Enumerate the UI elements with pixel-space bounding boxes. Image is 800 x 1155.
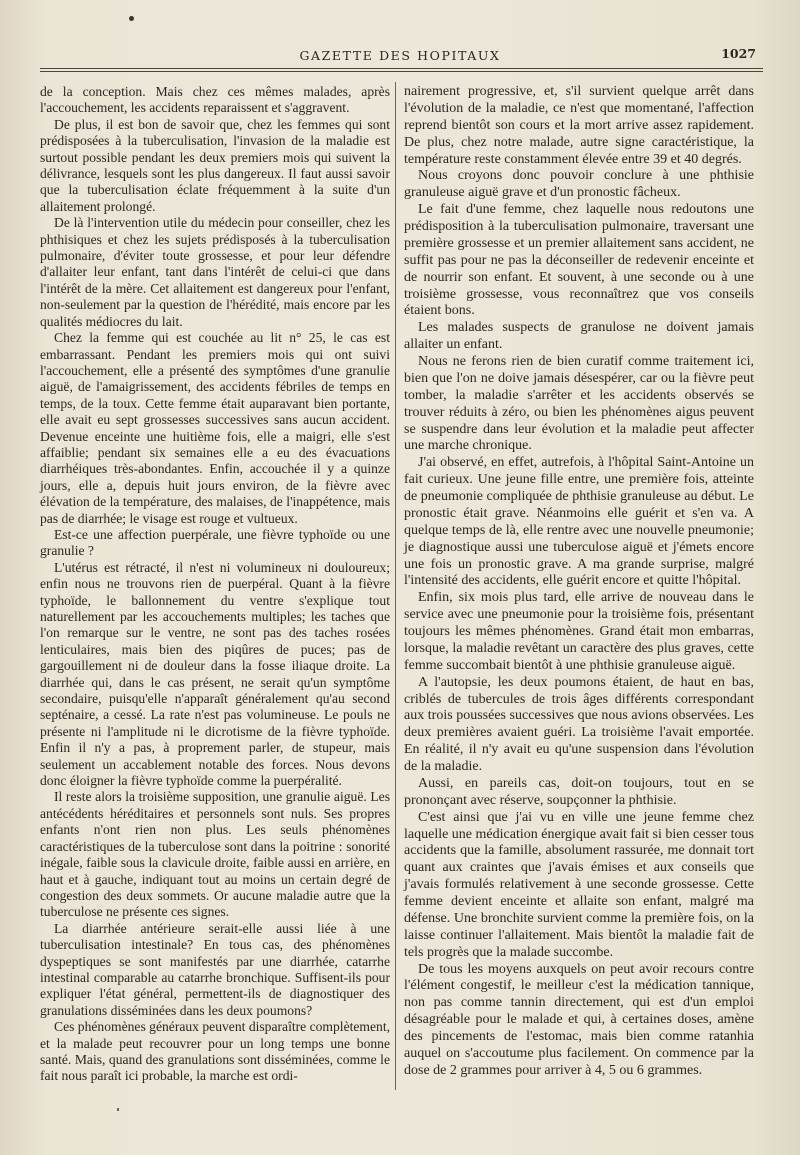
paragraph: L'utérus est rétracté, il n'est ni volumineux ni douloureux; enfin nous ne trouvons rien de puerpéral. Quant à la fièvre typhoïde, le ballonnement du ventre s'explique tout naturellement par les accouchements multiples; les taches que l'on remarque sur le ventre, ne sont pas des taches rosées lenticulaires, mais bien des piqûres de puces; pas de gargouillement ni de douleur dans la fosse iliaque droite. La diarrhée qui, dans le cas présent, ne serait qu'un symptôme secondaire, puisqu'elle n'apparaît généralement qu'au second septénaire, a cessé. La rate n'est pas volumineuse. Le pouls ne présente ni l'amplitude ni le dicrotisme de la fièvre typhoïde. Enfin il n'y a pas, à proprement parler, de stupeur, mais seulement un accablement notable des forces. Nous devons donc éloigner la fièvre typhoïde comme la puerpéralité. <box>40 559 390 789</box>
paragraph: Il reste alors la troisième supposition, une granulie aiguë. Les antécédents héréditaires et personnels sont nuls. Ses propres enfants n'ont rien non plus. Les seuls phénomènes caractéristiques de la tuberculose sont dans la poitrine : sonorité inégale, faible sous la clavicule droite, faible aussi en arrière, en haut et à gauche, indiquant tout au moins un certain degré de congestion des deux sommets. Or aucune maladie autre que la tuberculose ne présente ces signes. <box>40 789 390 920</box>
paragraph: La diarrhée antérieure serait-elle aussi liée à une tuberculisation intestinale? En tous cas, des phénomènes dyspeptiques se sont manifestés par une diarrhée, catarrhe intestinal comparable au catarrhe bronchique. Suffisent-ils pour expliquer l'état général, permettent-ils de diagnostiquer des granulations disséminées dans les deux poumons? <box>40 920 390 1018</box>
paragraph: De tous les moyens auxquels on peut avoir recours contre l'élément congestif, le meilleur c'est la médication tannique, non pas comme tannin directement, qui est d'un emploi désagréable pour le malade et qui, à certaines doses, amène des pincements de l'estomac, mais bien comme ratanhia auquel on s'accoutume plus facilement. On commence par la dose de 2 grammes pour arriver à 4, 5 ou 6 grammes. <box>404 961 754 1078</box>
page-header <box>0 46 800 66</box>
column-divider <box>395 82 396 1090</box>
ink-speck <box>117 1108 119 1111</box>
paragraph: A l'autopsie, les deux poumons étaient, de haut en bas, criblés de tubercules de trois âges différents correspondant aux trois poussées successives que nous avions observées. Les deux premières avaient guéri. La troisième l'avait emportée. En réalité, il n'y avait eu qu'une suspension dans l'évolution de la maladie. <box>404 674 754 774</box>
header-rule-bottom <box>40 71 763 72</box>
right-column <box>404 84 754 1080</box>
paragraph: Est-ce une affection puerpérale, une fièvre typhoïde ou une granulie ? <box>40 526 390 559</box>
paragraph: Aussi, en pareils cas, doit-on toujours, tout en se prononçant avec réserve, soupçonner la phthisie. <box>404 775 754 808</box>
paragraph: Enfin, six mois plus tard, elle arrive de nouveau dans le service avec une pneumonie pour la troisième fois, présentant toujours les mêmes phénomènes. Grand était mon embarras, lorsque, la maladie revêtant un caractère des plus graves, cette femme succombait bientôt à une phthisie granuleuse aiguë. <box>404 590 754 673</box>
paragraph: C'est ainsi que j'ai vu en ville une jeune femme chez laquelle une médication énergique avait fait si bien cesser tous accidents que la famille, absolument rassurée, me donnait tort quant aux craintes que j'avais émises et aux conseils que j'avais formulés relativement à une seconde grossesse. Cette femme devient enceinte et allaite son enfant, malgré ma défense. Une bronchite survient comme la première fois, on la laisse continuer l'allaitement. Mais bientôt la maladie fait de tels progrès que la malade succombe. <box>404 809 755 960</box>
paragraph: Les malades suspects de granulose ne doivent jamais allaiter un enfant. <box>404 320 754 353</box>
paragraph: De là l'intervention utile du médecin pour conseiller, chez les phthisiques et chez les sujets prédisposés à la tuberculisation pulmonaire, d'éviter toute grossesse, et pour leur défendre d'allaiter leur enfant, tant dans l'intérêt de celui-ci que dans l'intérêt de la mère. Cet allaitement est dangereux pour l'enfant, non-seulement par la question de l'hérédité, mais encore par les qualités médiocres du lait. <box>40 215 390 329</box>
paragraph: Ces phénomènes généraux peuvent disparaître complètement, et la malade peut recouvrer pour un long temps une bonne santé. Mais, quand des granulations sont disséminées, comme le fait nous paraît ici probable, la marche est ordi- <box>40 1019 390 1084</box>
page-number: 1027 <box>721 46 756 61</box>
paragraph: De plus, il est bon de savoir que, chez les femmes qui sont prédisposées à la tuberculisation, l'invasion de la maladie est surtout possible pendant les deux premiers mois qui suivent la délivrance, lesquels sont les plus dangereux. Il faut aussi savoir que la tuberculisation éclate fréquemment à la suite d'un allaitement prolongé. <box>40 116 390 214</box>
paragraph: Nous ne ferons rien de bien curatif comme traitement ici, bien que l'on ne doive jamais désespérer, car ou la fièvre peut tomber, la maladie s'arrêter et les accidents observés se trouver réduits à zéro, ou bien les phénomènes aigus peuvent se suspendre dans leur évolution et la maladie peut affecter une marche chronique. <box>404 354 754 454</box>
paragraph: de la conception. Mais chez ces mêmes malades, après l'accouchement, les accidents reparaissent et s'aggravent. <box>40 84 390 116</box>
paragraph: Le fait d'une femme, chez laquelle nous redoutons une prédisposition à la tuberculisation pulmonaire, traversant une première grossesse et un premier allaitement sans accident, ne suffit pas pour ne pas la déconseiller de redevenir enceinte et de nourrir son enfant. Et souvent, à une seconde ou à une troisième grossesse, vous reconnaîtrez que vos conseils étaient bons. <box>404 202 754 319</box>
ink-spot <box>129 16 134 21</box>
left-column <box>40 84 390 1085</box>
journal-title: GAZETTE DES HOPITAUX <box>299 48 501 63</box>
paragraph: nairement progressive, et, s'il survient quelque arrêt dans l'évolution de la maladie, ce n'est que momentané, l'affection reprend bientôt son cours et la mort arrive assez rapidement. De plus, chez notre malade, autre signe caractéristique, la température reste constamment élevée entre 39 et 40 degrés. <box>404 84 754 167</box>
header-rule-top <box>40 68 763 69</box>
paragraph: J'ai observé, en effet, autrefois, à l'hôpital Saint-Antoine un fait curieux. Une jeune fille entre, une première fois, atteinte de pneumonie compliquée de phthisie granuleuse au début. Le pronostic était grave. Néanmoins elle guérit et s'en va. A quelque temps de là, elle rentre avec une nouvelle pneumonie; je diagnostique aussi une tuberculose aiguë et j'émets encore une fois un pronostic grave. A ma grande surprise, malgré l'intensité des accidents, elle guérit encore et quitte l'hôpital. <box>404 455 754 589</box>
paragraph: Chez la femme qui est couchée au lit n° 25, le cas est embarrassant. Pendant les premiers mois qui ont suivi l'accouchement, elle a présenté des symptômes d'une granulie aiguë, de l'amaigrissement, des accidents fébriles de temps en temps, de la toux. Cette femme était auparavant bien portante, elle avait eu sept grossesses successives sans aucun accident. Devenue enceinte une huitième fois, elle a maigri, elle s'est affaiblie; pendant six semaines elle a eu des évacuations diarrhéiques très-abondantes. Enfin, accouchée il y a quinze jours, elle a, depuis huit jours environ, de la fièvre avec élévation de la température, des malaises, de l'inappétence, mais pas de diarrhée; le visage est rouge et vultueux. <box>40 330 390 526</box>
paragraph: Nous croyons donc pouvoir conclure à une phthisie granuleuse aiguë grave et d'un pronostic fâcheux. <box>404 168 754 201</box>
